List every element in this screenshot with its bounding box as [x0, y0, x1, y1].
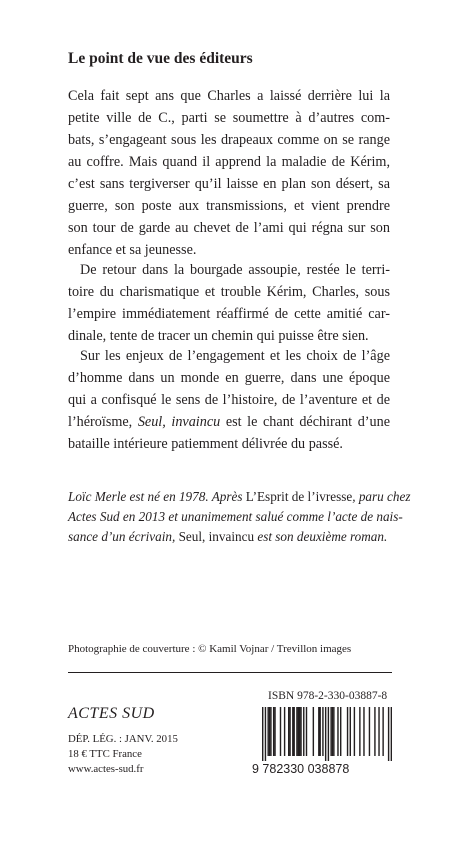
barcode-bar	[296, 707, 297, 756]
price: 18 € TTC France	[68, 748, 142, 760]
synopsis-paragraph-2	[68, 259, 390, 347]
barcode-bar	[292, 707, 293, 756]
barcode-bar	[369, 707, 370, 756]
text-line: d’homme dans un monde en guerre, dans une époque	[68, 370, 390, 386]
text-line: dinale, tente de tracer un chemin qui puisse être sien.	[68, 328, 369, 344]
text-line: c’est sans tergiverser qu’il laisse en plan son désert, sa	[68, 176, 390, 192]
barcode-bar	[267, 707, 268, 756]
barcode-bar	[270, 707, 271, 756]
barcode-bar	[319, 707, 320, 756]
publisher-name: ACTES SUD	[68, 705, 155, 722]
book-title: Seul, invaincu	[137, 414, 221, 430]
barcode-bar	[332, 707, 333, 756]
text-line: au coffre. Mais quand il apprend la maladie de Kérim,	[68, 154, 390, 170]
barcode-bar	[303, 707, 304, 756]
text-fragment: est son deuxième roman.	[254, 529, 388, 544]
barcode-bar	[300, 707, 301, 756]
barcode-bar	[340, 707, 341, 756]
barcode-bar	[306, 707, 307, 756]
barcode-bar	[269, 707, 270, 756]
text-line: bats, s’engageant sous les drapeaux comme on se range	[68, 132, 390, 148]
text-line: l’empire immédiatement réaffirmé de cette amitié car-	[68, 306, 390, 322]
barcode-bar	[330, 707, 331, 756]
bio-line	[68, 487, 411, 507]
barcode-bar	[328, 707, 329, 761]
barcode-bar	[265, 707, 266, 761]
text-fragment: Loïc Merle est né en 1978. Après	[68, 489, 246, 504]
text-fragment: est le chant déchirant d’une	[220, 414, 390, 430]
text-fragment: l’héroïsme,	[68, 414, 138, 430]
photo-credit: Photographie de couverture : © Kamil Vojnar / Trevillon images	[68, 643, 352, 655]
barcode-bar	[350, 707, 351, 756]
barcode-bar	[262, 707, 263, 761]
barcode-bar	[337, 707, 338, 756]
text-line: toire du charismatique et trouble Kérim, Charles, sous	[68, 284, 390, 300]
isbn-label: ISBN 978-2-330-03887-8	[268, 690, 388, 702]
barcode-bar	[298, 707, 299, 756]
barcode-bar	[391, 707, 392, 761]
barcode-bar	[313, 707, 314, 756]
barcode-bar	[318, 707, 319, 756]
author-bio	[68, 487, 411, 547]
text-line: De retour dans la bourgade assoupie, restée le terri-	[80, 262, 390, 278]
bio-line	[68, 527, 391, 547]
book-title: Seul, invaincu	[178, 529, 255, 544]
barcode-bar	[325, 707, 326, 761]
barcode-bar	[289, 707, 290, 756]
barcode	[262, 707, 392, 761]
barcode-bar	[273, 707, 274, 756]
barcode-bar	[388, 707, 389, 761]
barcode-bar	[280, 707, 281, 756]
divider-line	[68, 672, 392, 673]
barcode-bar	[354, 707, 355, 756]
text-line: son tour de garde au chevet de l’ami qui régna sur son	[68, 220, 390, 236]
barcode-bar	[322, 707, 323, 756]
barcode-bar	[288, 707, 289, 756]
barcode-bar	[382, 707, 383, 756]
text-line	[68, 411, 390, 433]
barcode-bar	[363, 707, 364, 756]
website: www.actes-sud.fr	[68, 763, 144, 775]
text-line: guerre, son poste aux transmissions, et vient prendre	[68, 198, 390, 214]
text-line: Cela fait sept ans que Charles a laissé derrière lui la	[68, 88, 390, 104]
legal-deposit: DÉP. LÉG. : JANV. 2015	[68, 733, 178, 745]
barcode-bar	[274, 707, 275, 756]
barcode-bar	[374, 707, 375, 756]
text-fragment: , paru chez	[352, 489, 411, 504]
book-title: L’Esprit de l’ivresse	[245, 489, 353, 504]
heading: Le point de vue des éditeurs	[68, 50, 253, 67]
barcode-bar	[293, 707, 294, 756]
barcode-bar	[347, 707, 348, 756]
synopsis-paragraph-3	[68, 345, 390, 455]
text-line: enfance et sa jeunesse.	[68, 242, 197, 258]
barcode-bar	[284, 707, 285, 756]
barcode-number: 9 782330 038878	[252, 762, 350, 776]
bio-line: Actes Sud en 2013 et unanimement salué comme l’acte de nais-	[68, 509, 403, 524]
text-fragment: sance d’un écrivain,	[68, 529, 179, 544]
barcode-bar	[378, 707, 379, 756]
text-line: petite ville de C., parti se soumettre à d’autres com-	[68, 110, 390, 126]
barcode-bar	[299, 707, 300, 756]
barcode-bar	[333, 707, 334, 756]
synopsis-paragraph-1	[68, 85, 390, 261]
barcode-bar	[359, 707, 360, 756]
text-line: Sur les enjeux de l’engagement et les choix de l’âge	[80, 348, 390, 364]
text-line: bataille intérieure patiemment délivrée du passé.	[68, 436, 343, 452]
text-line: qui a confisqué le sens de l’histoire, de l’aventure et de	[68, 392, 390, 408]
